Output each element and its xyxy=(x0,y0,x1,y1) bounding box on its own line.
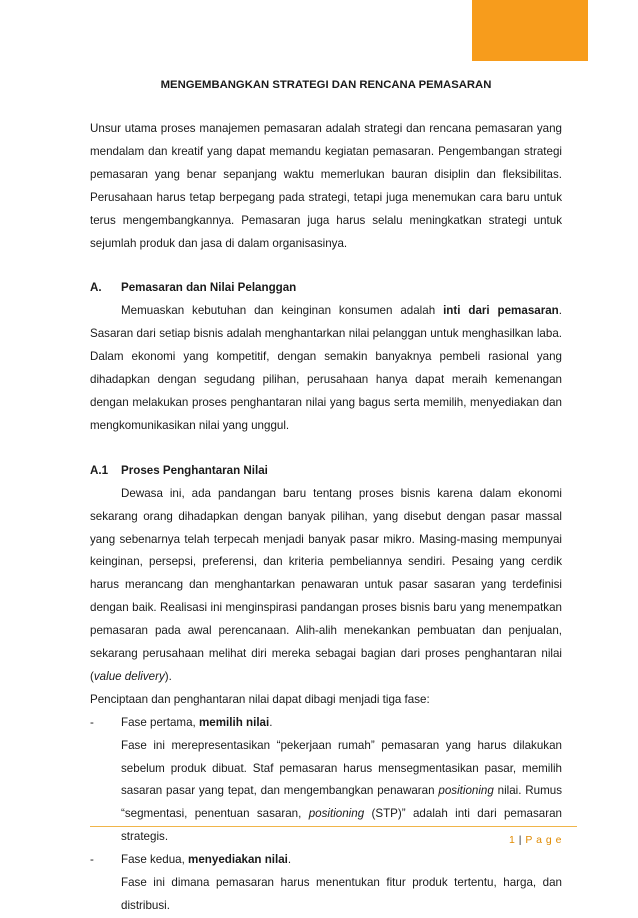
section-a-paragraph: Memuaskan kebutuhan dan keinginan konsumen adalah inti dari pemasaran. Sasaran dari setiap bisnis adalah menghantarkan nilai pelanggan untuk menghasilkan laba. Dalam ekonomi yang kompetitif, dengan semakin banyaknya pembeli rasional yang dihadapkan dengan segudang pilihan, perusahaan hanya dapat meraih kemenangan dengan melakukan proses penghantaran nilai yang bagus serta memilih, menyediakan dan mengkomunikasikan nilai yang unggul. xyxy=(90,304,562,432)
document-title: MENGEMBANGKAN STRATEGI DAN RENCANA PEMASARAN xyxy=(160,79,492,91)
page-footer xyxy=(509,834,562,846)
section-a1-paragraph: Dewasa ini, ada pandangan baru tentang proses bisnis karena dalam ekonomi sekarang orang dihadapkan dengan banyak pilihan, yang disebut dengan pasar massal yang sebenarnya telah terpecah menjadi banyak pasar mikro. Masing-masing mempunyai keinginan, persepsi, preferensi, dan kriteria pembeliannya sendiri. Pesaing yang cerdik harus merancang dan menghantarkan penawaran untuk pasar sasaran yang terdefinisi dengan baik. Realisasi ini menginspirasi pandangan proses bisnis baru yang menempatkan pemasaran pada awal perencanaan. Alih-alih menekankan pembuatan dan penjualan, sekarang perusahaan melihat diri mereka sebagai bagian dari proses penghantaran nilai (value delivery). xyxy=(90,486,562,683)
section-a1-heading xyxy=(90,460,562,483)
phase-2-description: Fase ini dimana pemasaran harus menentukan fitur produk tertentu, harga, dan distribusi. xyxy=(121,876,562,912)
section-a1-number: A.1 xyxy=(90,463,109,477)
list-dash: - xyxy=(90,853,94,867)
section-a-number: A. xyxy=(90,281,102,295)
section-a-title: Pemasaran dan Nilai Pelanggan xyxy=(121,281,297,295)
page-label: P a g e xyxy=(525,834,562,846)
phase-1-description: Fase ini merepresentasikan “pekerjaan rumah” pemasaran yang harus dilakukan sebelum produk dibuat. Staf pemasaran harus mensegmentasikan pasar, memilih sasaran pasar yang tepat, dan mengembangkan penawaran positioning nilai. Rumus “segmentasi, penentuan sasaran, positioning (STP)” adalah inti dari pemasaran strategis. xyxy=(121,738,562,844)
intro-paragraph: Unsur utama proses manajemen pemasaran adalah strategi dan rencana pemasaran yang mendalam dan kreatif yang dapat memandu kegiatan pemasaran. Pengembangan strategi pemasaran yang benar sepanjang waktu memerlukan bauran disiplin dan fleksibilitas. Perusahaan harus tetap berpegang pada strategi, tetapi juga menemukan cara baru untuk terus mengembangkannya. Pemasaran juga harus selalu meningkatkan strategi untuk sejumlah produk dan jasa di dalam organisasinya. xyxy=(90,122,562,250)
corner-accent-block xyxy=(472,0,588,61)
page-number: 1 xyxy=(508,834,516,846)
section-a1-title: Proses Penghantaran Nilai xyxy=(121,463,268,477)
list-item-phase-2: - Fase kedua, menyediakan nilai. xyxy=(90,849,562,872)
document-body xyxy=(90,77,562,918)
list-item-phase-1: - Fase pertama, memilih nilai. xyxy=(90,712,562,735)
phases-intro: Penciptaan dan penghantaran nilai dapat dibagi menjadi tiga fase: xyxy=(90,692,430,706)
footer-separator: | xyxy=(518,834,522,846)
footer-divider xyxy=(90,826,577,827)
section-a-heading xyxy=(90,277,562,300)
list-dash: - xyxy=(90,715,94,729)
